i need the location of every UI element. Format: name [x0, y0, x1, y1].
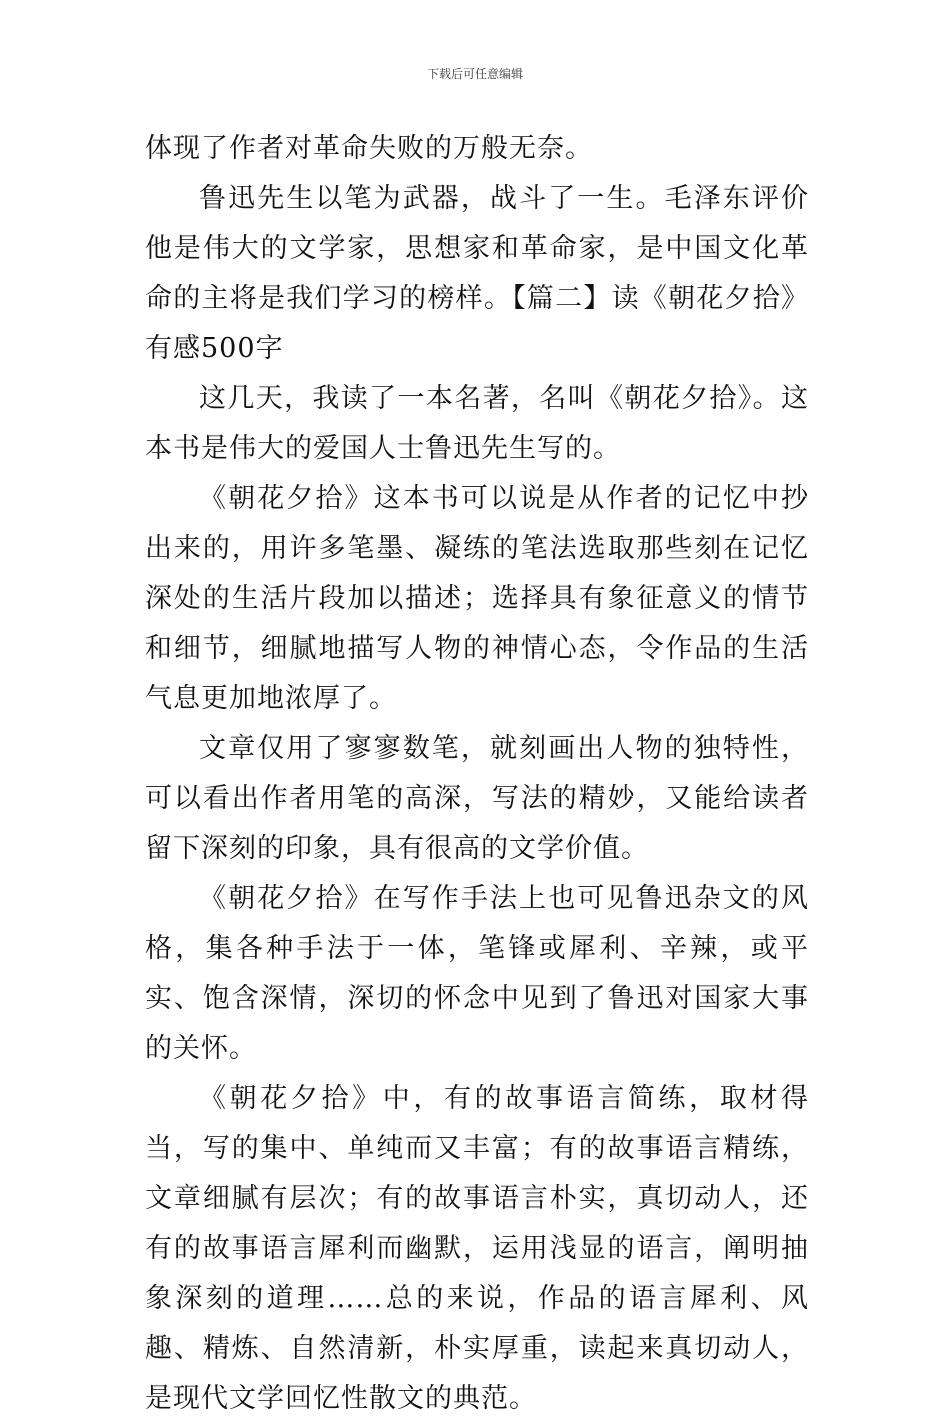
paragraph-1: 体现了作者对革命失败的万般无奈。 — [145, 133, 593, 164]
paragraph-2: 鲁迅先生以笔为武器，战斗了一生。毛泽东评价他是伟大的文学家，思想家和革命家，是中国文化革命的主将是我们学习的榜样。【篇二】读《朝花夕拾》有感500字 — [145, 183, 809, 364]
paragraph-7: 《朝花夕拾》中，有的故事语言简练，取材得当，写的集中、单纯而又丰富；有的故事语言精练，文章细腻有层次；有的故事语言朴实，真切动人，还有的故事语言犀利而幽默，运用浅显的语言，阐明抽象深刻的道理……总的来说，作品的语言犀利、风趣、精炼、自然清新，朴实厚重，读起来真切动人，是现代文学回忆性散文的典范。 — [145, 1083, 809, 1414]
paragraph-3: 这几天，我读了一本名著，名叫《朝花夕拾》。这本书是伟大的爱国人士鲁迅先生写的。 — [145, 383, 809, 464]
paragraph-6: 《朝花夕拾》在写作手法上也可见鲁迅杂文的风格，集各种手法于一体，笔锋或犀利、辛辣，或平实、饱含深情，深切的怀念中见到了鲁迅对国家大事的关怀。 — [145, 883, 809, 1064]
page-header: 下载后可任意编辑 — [426, 67, 523, 81]
paragraph-5: 文章仅用了寥寥数笔，就刻画出人物的独特性，可以看出作者用笔的高深，写法的精妙，又能给读者留下深刻的印象，具有很高的文学价值。 — [145, 733, 809, 864]
paragraph-4: 《朝花夕拾》这本书可以说是从作者的记忆中抄出来的，用许多笔墨、凝练的笔法选取那些刻在记忆深处的生活片段加以描述；选择具有象征意义的情节和细节，细腻地描写人物的神情心态，令作品的生活气息更加地浓厚了。 — [145, 483, 809, 714]
document-body — [145, 124, 809, 1424]
